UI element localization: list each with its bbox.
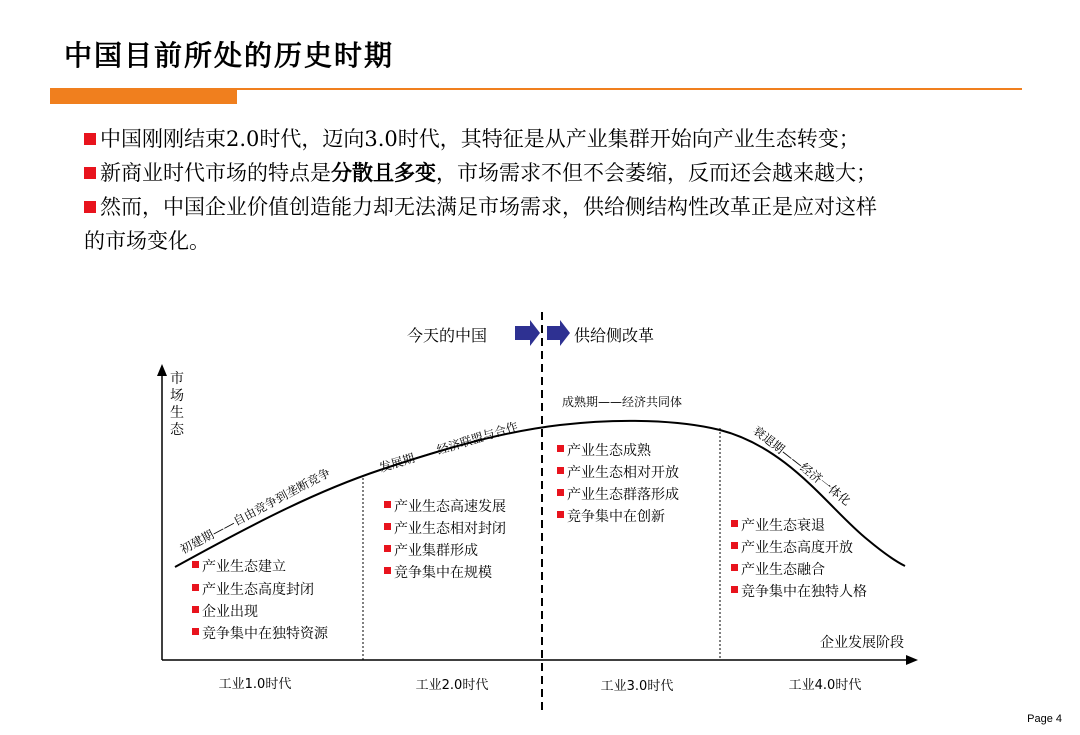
today-label: 今天的中国 (407, 326, 488, 345)
phase-item: 竞争集中在独特人格 (741, 584, 867, 600)
bullet-square-icon (731, 520, 738, 527)
reform-label: 供给侧改革 (574, 326, 655, 345)
y-axis-label (170, 371, 185, 438)
era-label: 工业4.0时代 (788, 678, 862, 693)
bullet-square-icon (384, 523, 391, 530)
phase-name: 初建期——自由竞争到垄断竞争 (177, 465, 333, 557)
title-accent-bar (50, 89, 237, 104)
bullet-item: 新商业时代市场的特点是分散且多变，市场需求不但不会萎缩，反而还会越来越大； (84, 156, 1024, 190)
bullet-square-icon (192, 561, 199, 568)
era-labels (219, 677, 862, 694)
phase-item: 竞争集中在独特资源 (202, 626, 328, 642)
phase-item: 产业集群形成 (394, 543, 478, 559)
bullet-square-icon (557, 445, 564, 452)
bullet-item-continuation: 的市场变化。 (84, 229, 210, 253)
right-arrow-icon (547, 320, 570, 346)
bullet-item: 中国刚刚结束2.0时代，迈向3.0时代，其特征是从产业集群开始向产业生态转变； (84, 122, 1024, 156)
bullet-square-icon (192, 606, 199, 613)
bullet-square-icon (557, 511, 564, 518)
svg-text:态: 态 (170, 422, 184, 438)
lifecycle-curve (175, 421, 905, 567)
y-axis-arrow-icon (157, 364, 167, 376)
phase-item: 企业出现 (202, 604, 258, 620)
era-label: 工业1.0时代 (218, 677, 292, 692)
bullet-square-icon (192, 584, 199, 591)
phase-item: 产业生态融合 (741, 562, 825, 578)
bullet-square-icon (384, 501, 391, 508)
bullet-square-icon (557, 467, 564, 474)
bullet-item: 然而，中国企业价值创造能力却无法满足市场需求，供给侧结构性改革正是应对这样 (84, 190, 1024, 224)
bullet-square-icon (84, 201, 96, 213)
phase-1-items (192, 558, 329, 642)
bullet-square-icon (384, 567, 391, 574)
bullet-square-icon (557, 489, 564, 496)
phase-item: 产业生态群落形成 (567, 487, 679, 503)
svg-text:市: 市 (170, 371, 184, 387)
page-number: Page 4 (1027, 713, 1062, 725)
bullet-square-icon (84, 167, 96, 179)
phase-item: 产业生态成熟 (567, 443, 651, 459)
svg-text:场: 场 (170, 388, 184, 404)
phase-item: 产业生态相对开放 (567, 465, 679, 481)
phase-2-items (384, 498, 506, 581)
era-label: 工业2.0时代 (415, 678, 489, 693)
era-label: 工业3.0时代 (600, 679, 674, 694)
page-title: 中国目前所处的历史时期 (64, 39, 395, 72)
phase-name: 衰退期——经济一体化 (750, 423, 854, 509)
bullet-square-icon (192, 628, 199, 635)
x-axis-arrow-icon (906, 655, 918, 665)
bullet-square-icon (731, 586, 738, 593)
bullet-list (84, 122, 1024, 258)
bullet-square-icon (384, 545, 391, 552)
phase-item: 产业生态相对封闭 (394, 521, 506, 537)
phase-name: 发展期——经济联盟与合作 (377, 419, 520, 475)
right-arrow-icon (515, 320, 540, 346)
phase-4-items (731, 517, 867, 600)
emphasis-text: 分散且多变 (331, 161, 436, 185)
phase-3-items (557, 442, 679, 525)
phase-item: 产业生态高速发展 (394, 499, 506, 515)
phase-item: 产业生态高度封闭 (202, 582, 314, 598)
phase-name: 成熟期——经济共同体 (562, 395, 683, 409)
bullet-square-icon (731, 564, 738, 571)
x-axis-label: 企业发展阶段 (820, 635, 904, 651)
phase-item: 竞争集中在规模 (394, 565, 492, 581)
bullet-square-icon (84, 133, 96, 145)
svg-text:生: 生 (170, 405, 184, 421)
phase-item: 产业生态建立 (202, 559, 286, 575)
phase-item: 产业生态衰退 (741, 518, 825, 534)
phase-item: 产业生态高度开放 (741, 540, 853, 556)
phase-item: 竞争集中在创新 (567, 509, 665, 525)
bullet-square-icon (731, 542, 738, 549)
